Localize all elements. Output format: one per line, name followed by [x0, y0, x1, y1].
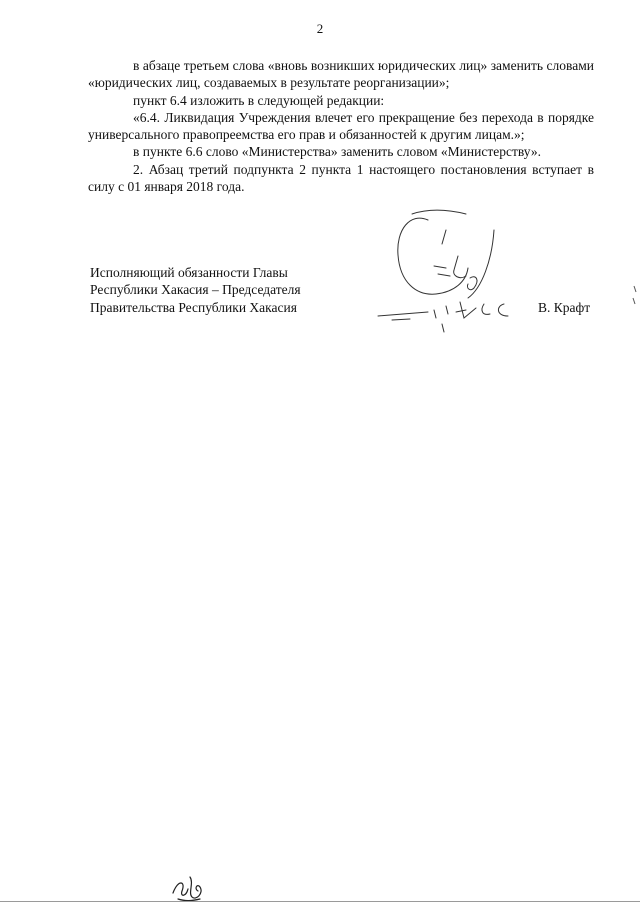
signatory-title	[90, 264, 301, 316]
paragraph: пункт 6.4 изложить в следующей редакции:	[133, 92, 385, 108]
signatory-title-line: Республики Хакасия – Председателя	[90, 282, 301, 298]
document-body	[88, 57, 594, 195]
handwritten-initials	[170, 873, 210, 903]
signer-name: В. Крафт	[538, 300, 591, 315]
signatory-title-line: Исполняющий обязанности Главы	[90, 265, 288, 280]
paragraph: «6.4. Ликвидация Учреждения влечет его прекращение без перехода в порядке универсального правопреемства его прав и обязанностей к другим лицам.»;	[88, 109, 594, 143]
page-bottom-edge	[0, 901, 640, 902]
paragraph: 2. Абзац третий подпункта 2 пункта 1 настоящего постановления вступает в силу с 01 января 2018 года.	[88, 161, 594, 195]
handwritten-signature	[370, 200, 520, 335]
scan-mark	[630, 283, 640, 313]
signatory-title-line: Правительства Республики Хакасия	[90, 299, 297, 315]
page-number: 2	[316, 21, 324, 36]
paragraph: в пункте 6.6 слово «Министерства» заменить словом «Министерству».	[133, 144, 541, 160]
paragraph: в абзаце третьем слова «вновь возникших юридических лиц» заменить словами «юридических лиц, создаваемых в результате реорганизации»;	[88, 58, 594, 91]
